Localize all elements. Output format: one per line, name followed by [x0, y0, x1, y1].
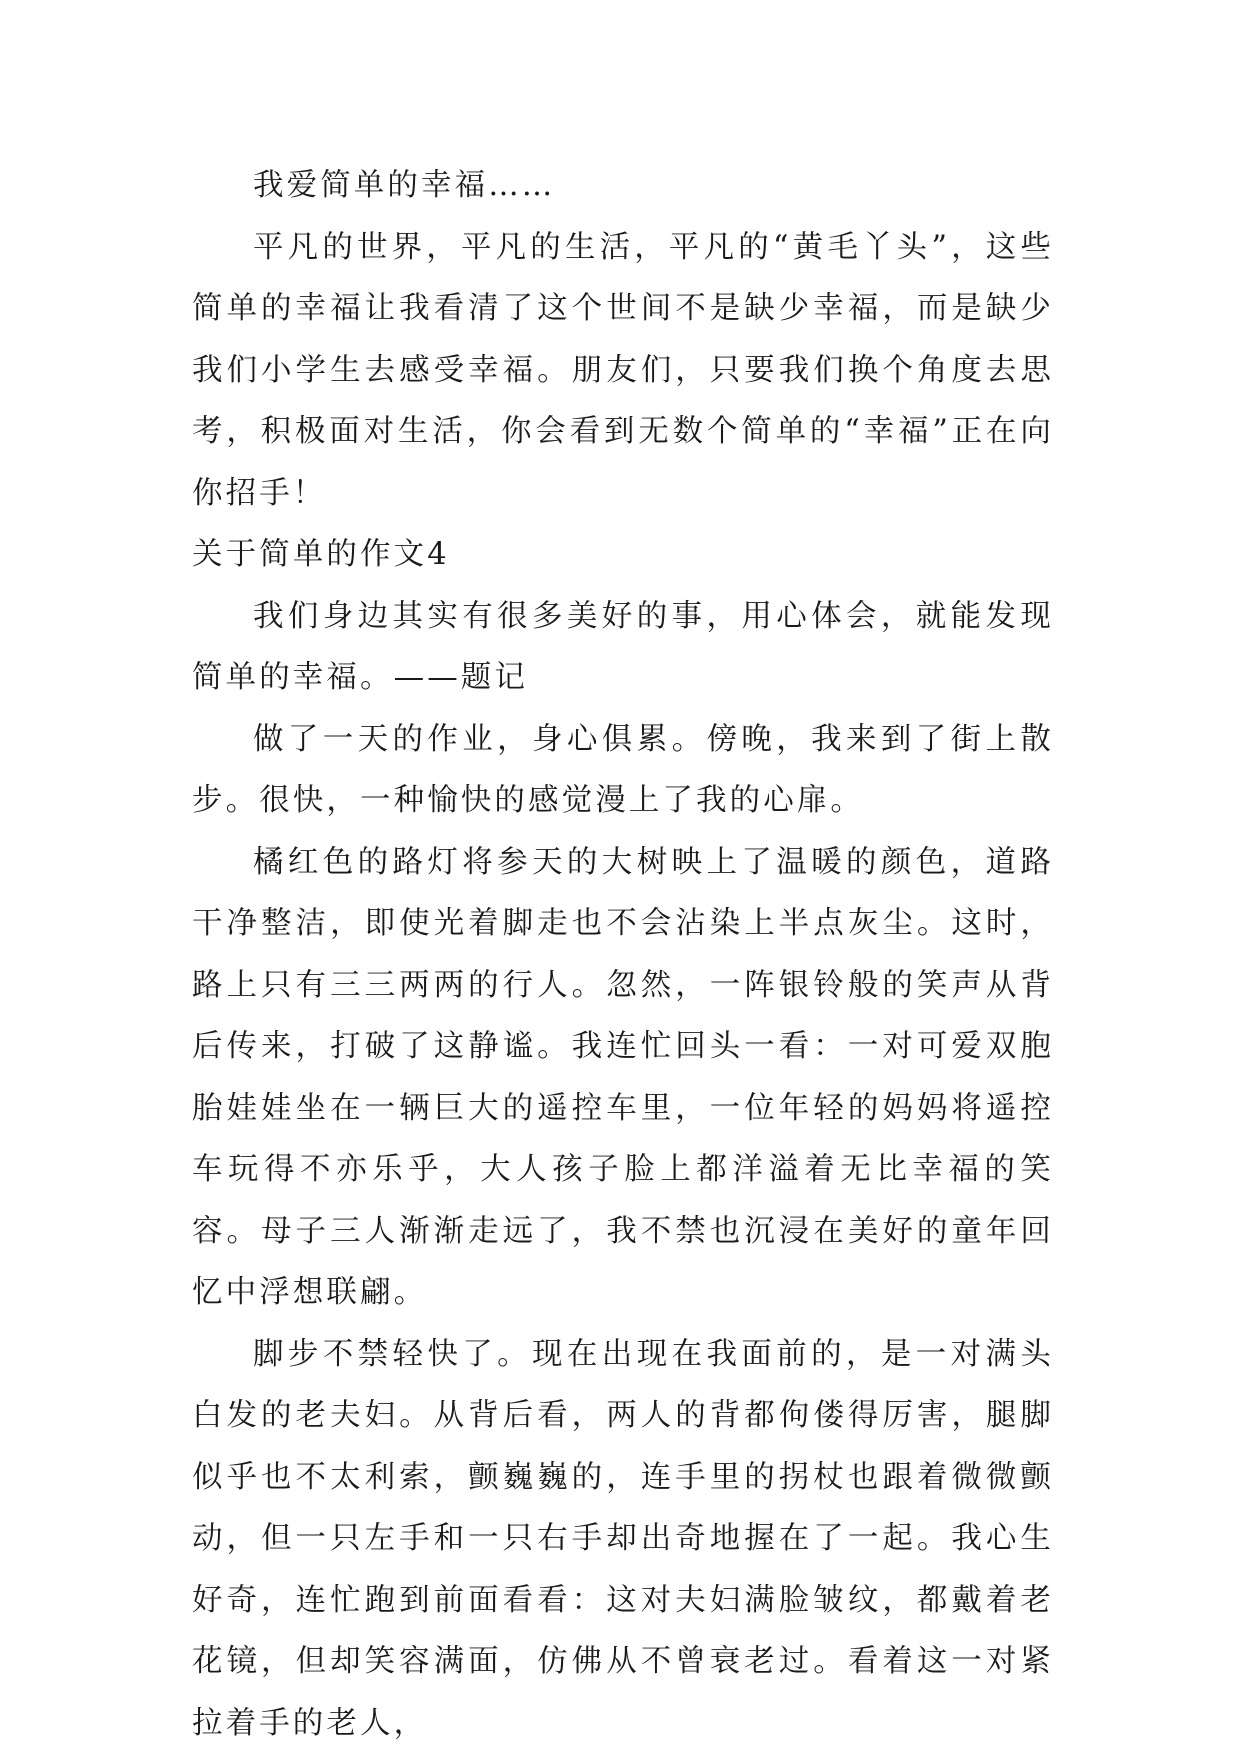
- document-body: [192, 155, 1054, 1754]
- paragraph: 平凡的世界，平凡的生活，平凡的“黄毛丫头”，这些简单的幸福让我看清了这个世间不是缺少幸福，而是缺少我们小学生去感受幸福。朋友们，只要我们换个角度去思考，积极面对生活，你会看到无数个简单的“幸福”正在向你招手！: [192, 229, 1054, 511]
- paragraph: 我爱简单的幸福……: [253, 168, 556, 203]
- section-heading: 关于简单的作文4: [192, 537, 450, 572]
- paragraph: 脚步不禁轻快了。现在出现在我面前的，是一对满头白发的老夫妇。从背后看，两人的背都佝偻得厉害，腿脚似乎也不太利索，颤巍巍的，连手里的拐杖也跟着微微颤动，但一只左手和一只右手却出奇地握在了一起。我心生好奇，连忙跑到前面看看：这对夫妇满脸皱纹，都戴着老花镜，但却笑容满面，仿佛从不曾衰老过。看着这一对紧拉着手的老人，: [192, 1336, 1054, 1741]
- paragraph: 做了一天的作业，身心俱累。傍晚，我来到了街上散步。很快，一种愉快的感觉漫上了我的心扉。: [192, 721, 1054, 818]
- paragraph: 橘红色的路灯将参天的大树映上了温暖的颜色，道路干净整洁，即使光着脚走也不会沾染上半点灰尘。这时，路上只有三三两两的行人。忽然，一阵银铃般的笑声从背后传来，打破了这静谧。我连忙回头一看：一对可爱双胞胎娃娃坐在一辆巨大的遥控车里，一位年轻的妈妈将遥控车玩得不亦乐乎，大人孩子脸上都洋溢着无比幸福的笑容。母子三人渐渐走远了，我不禁也沉浸在美好的童年回忆中浮想联翩。: [192, 844, 1054, 1310]
- paragraph: 我们身边其实有很多美好的事，用心体会，就能发现简单的幸福。——题记: [192, 598, 1054, 695]
